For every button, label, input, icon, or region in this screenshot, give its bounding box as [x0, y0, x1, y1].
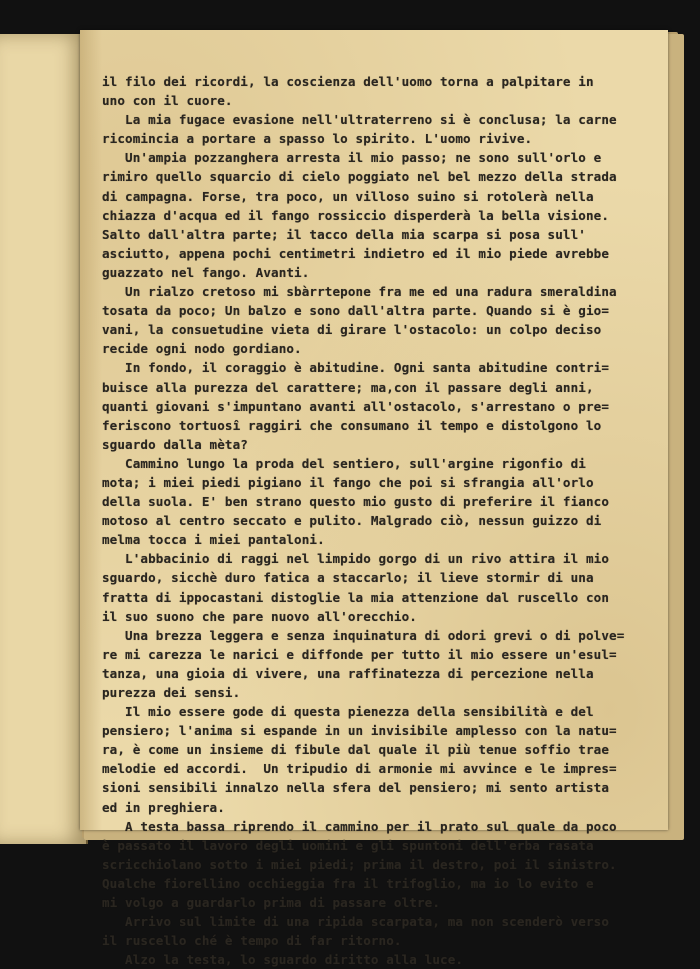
text-line: il ruscello ché è tempo di far ritorno. — [102, 933, 402, 949]
text-line: fratta di ippocastani distoglie la mia attenzione dal ruscello con — [102, 589, 610, 605]
text-line: sguardo, sicchè duro fatica a staccarlo; il lieve stormir di una — [102, 570, 594, 586]
text-line: Salto dall'altra parte; il tacco della mia scarpa si posa sull' — [102, 226, 586, 242]
text-line: ed in preghiera. — [102, 799, 225, 815]
text-line: recide ogni nodo gordiano. — [102, 341, 302, 357]
text-line: scricchiolano sotto i miei piedi; prima il destro, poi il sinistro. — [102, 856, 617, 872]
text-line: è passato il lavoro degli uomini e gli spuntoni dell'erba rasata — [102, 837, 594, 853]
text-line: mi volgo a guardarlo prima di passare oltre. — [102, 895, 441, 911]
text-line: Un'ampia pozzanghera arresta il mio passo; ne sono sull'orlo e — [102, 150, 602, 166]
text-line: uno con il cuore. — [102, 93, 233, 109]
text-line: Cammino lungo la proda del sentiero, sull'argine rigonfio di — [102, 455, 586, 471]
text-line: sioni sensibili innalzo nella sfera del pensiero; mi sento artista — [102, 780, 610, 796]
text-line: ra, è come un insieme di fibule dal quale il più tenue soffio trae — [102, 742, 610, 758]
text-line: Il mio essere gode di questa pienezza della sensibilità e del — [102, 704, 594, 720]
text-line: feriscono tortuosî raggiri che consumano il tempo e distolgono lo — [102, 417, 602, 433]
text-line: melodie ed accordi. Un tripudio di armonie mi avvince e le impres= — [102, 761, 617, 777]
left-page-edge — [0, 34, 88, 844]
text-line: pensiero; l'anima si espande in un invisibile amplesso con la natu= — [102, 723, 617, 739]
text-line: melma tocca i miei pantaloni. — [102, 532, 325, 548]
text-line: asciutto, appena pochi centimetri indietro ed il mio piede avrebbe — [102, 245, 610, 261]
text-line: guazzato nel fango. Avanti. — [102, 264, 310, 280]
text-line: Qualche fiorellino occhieggia fra il trifoglio, ma io lo evito e — [102, 875, 594, 891]
text-line: Arrivo sul limite di una ripida scarpata, ma non scenderò verso — [102, 914, 610, 930]
text-line: rimiro quello squarcio di cielo poggiato nel bel mezzo della strada — [102, 169, 617, 185]
text-line: La mia fugace evasione nell'ultraterreno si è conclusa; la carne — [102, 112, 617, 128]
typed-text — [102, 72, 642, 969]
text-line: A testa bassa riprendo il cammino per il prato sul quale da poco — [102, 818, 617, 834]
text-line: tosata da poco; Un balzo e sono dall'altra parte. Quando si è gio= — [102, 303, 610, 319]
text-line: ricomincia a portare a spasso lo spirito. L'uomo rivive. — [102, 131, 533, 147]
text-line: quanti giovani s'impuntano avanti all'ostacolo, s'arrestano o pre= — [102, 398, 610, 414]
text-line: In fondo, il coraggio è abitudine. Ogni santa abitudine contri= — [102, 360, 610, 376]
text-line: motoso al centro seccato e pulito. Malgrado ciò, nessun guizzo di — [102, 513, 602, 529]
text-line: mota; i miei piedi pigiano il fango che poi si sfrangia all'orlo — [102, 474, 594, 490]
text-line: Una brezza leggera e senza inquinatura di odori grevi o di polve= — [102, 627, 625, 643]
text-line: della suola. E' ben strano questo mio gusto di preferire il fianco — [102, 494, 610, 510]
text-line: buisce alla purezza del carattere; ma,con il passare degli anni, — [102, 379, 594, 395]
text-line: chiazza d'acqua ed il fango rossiccio disperderà la bella visione. — [102, 207, 610, 223]
text-line: purezza dei sensi. — [102, 685, 241, 700]
text-line: sguardo dalla mèta? — [102, 436, 248, 452]
text-line: re mi carezza le narici e diffonde per tutto il mio essere un'esul= — [102, 646, 617, 662]
text-line: L'abbacinio di raggi nel limpido gorgo di un rivo attira il mio — [102, 551, 610, 567]
text-line: Un rialzo cretoso mi sbàrrtepone fra me ed una radura smeraldina — [102, 284, 617, 300]
text-line: Alzo la testa, lo sguardo diritto alla luce. — [102, 952, 464, 968]
text-line: il suo suono che pare nuovo all'orecchio. — [102, 608, 417, 624]
text-line: tanza, una gioia di vivere, una raffinatezza di percezione nella — [102, 665, 594, 681]
text-line: vani, la consuetudine vieta di girare l'ostacolo: un colpo deciso — [102, 322, 602, 338]
text-line: di campagna. Forse, tra poco, un villoso suino si rotolerà nella — [102, 188, 594, 204]
text-line: il filo dei ricordi, la coscienza dell'uomo torna a palpitare in — [102, 74, 594, 89]
